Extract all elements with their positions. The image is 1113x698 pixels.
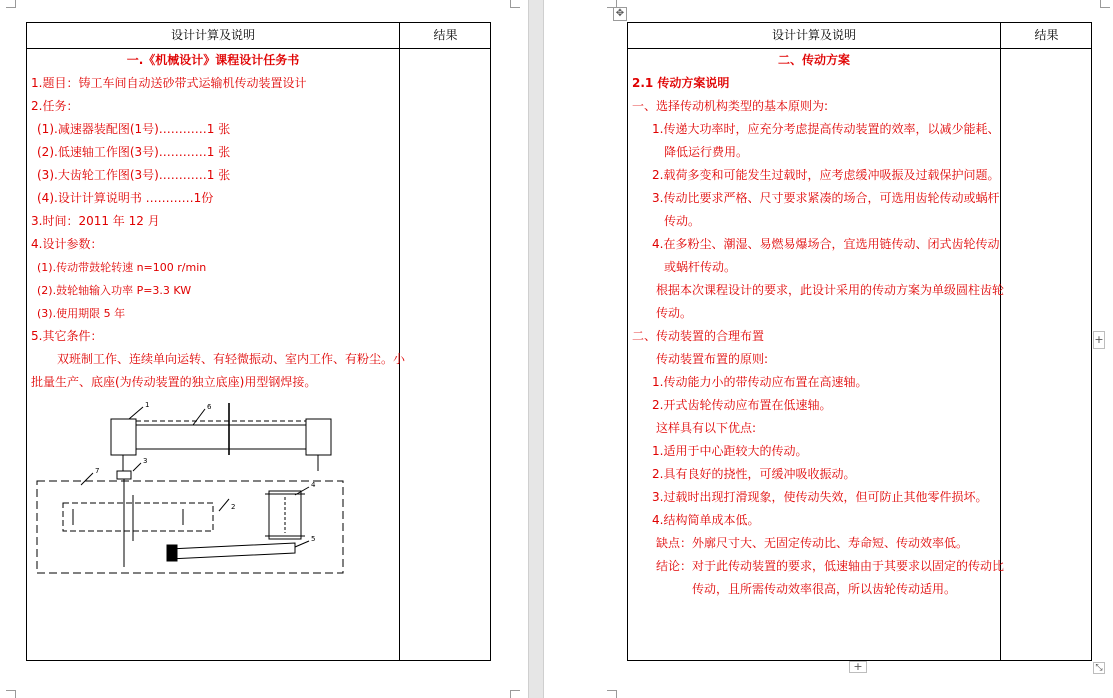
text-line: 4.设计参数： xyxy=(31,237,103,251)
header-result: 结果 xyxy=(1034,28,1059,42)
right-page-table xyxy=(627,22,1092,661)
page-gap xyxy=(528,0,544,698)
left-page-table xyxy=(26,22,491,661)
figure-label: 4 xyxy=(311,481,316,489)
margin-mark xyxy=(510,0,520,8)
header-result: 结果 xyxy=(433,28,458,42)
text-line: 3.过载时出现打滑现象，使传动失效，但可防止其他零件损坏。 xyxy=(652,490,988,504)
text-line: 1.题目：铸工车间自动送砂带式运输机传动装置设计 xyxy=(31,76,307,90)
text-line: 根据本次课程设计的要求，此设计采用的传动方案为单级圆柱齿轮 xyxy=(656,283,1005,297)
conveyor-belt xyxy=(136,425,306,449)
text-line: 这样具有以下优点: xyxy=(656,421,757,435)
base-frame xyxy=(37,481,343,573)
margin-mark xyxy=(6,690,16,698)
text-line: 3.时间：2011 年 12 月 xyxy=(31,214,160,228)
text-line: 传动，且所需传动效率很高，所以齿轮传动适用。 xyxy=(692,582,957,596)
text-line: 一、选择传动机构类型的基本原则为: xyxy=(632,99,829,113)
text-line: 降低运行费用。 xyxy=(664,145,749,159)
task-title: 一.《机械设计》课程设计任务书 xyxy=(126,53,300,67)
add-row-button[interactable]: + xyxy=(849,661,867,673)
text-line: 传动装置布置的原则: xyxy=(656,352,769,366)
header-description: 设计计算及说明 xyxy=(170,28,255,42)
text-line: 5.其它条件： xyxy=(31,329,103,343)
table-resize-handle[interactable]: ⤡ xyxy=(1093,662,1105,674)
text-line: 双班制工作、连续单向运转、有轻微振动、室内工作、有粉尘。小 xyxy=(57,352,406,366)
section-title: 二、传动方案 xyxy=(777,53,850,67)
figure-label: 3 xyxy=(143,457,148,465)
text-line: (3).大齿轮工作图(3号)…………1 张 xyxy=(37,168,231,182)
text-line: 2.开式齿轮传动应布置在低速轴。 xyxy=(652,398,832,412)
text-line: 结论：对于此传动装置的要求，低速轴由于其要求以固定的传动比 xyxy=(656,559,1005,573)
text-line: 1.传动能力小的带传动应布置在高速轴。 xyxy=(652,375,868,389)
text-line: 2.具有良好的挠性，可缓冲吸收振动。 xyxy=(652,467,856,481)
text-line: 3.传动比要求严格、尺寸要求紧凑的场合，可选用齿轮传动或蜗杆 xyxy=(652,191,1000,205)
section-subtitle: 2.1 传动方案说明 xyxy=(632,76,730,90)
column-divider xyxy=(399,23,400,660)
figure-label: 2 xyxy=(231,503,236,511)
table-move-handle[interactable]: ✥ xyxy=(613,7,627,21)
margin-mark xyxy=(6,0,16,8)
text-line: 4.结构简单成本低。 xyxy=(652,513,760,527)
drum-right-end xyxy=(306,419,331,455)
transmission-schematic xyxy=(33,399,353,589)
reducer-box xyxy=(63,503,213,531)
text-line: 传动。 xyxy=(656,306,693,320)
text-line: 2.任务： xyxy=(31,99,79,113)
text-line: (4).设计计算说明书 …………1份 xyxy=(37,191,214,205)
left-content xyxy=(27,49,406,661)
margin-mark xyxy=(1100,0,1110,8)
page-edge-left xyxy=(528,0,529,698)
coupling xyxy=(117,471,131,479)
margin-mark xyxy=(607,690,617,698)
text-line: (3).使用期限 5 年 xyxy=(37,307,126,320)
text-line: 4.在多粉尘、潮湿、易燃易爆场合，宜选用链传动、闭式齿轮传动 xyxy=(652,237,1000,251)
text-line: 1.适用于中心距较大的传动。 xyxy=(652,444,808,458)
v-belt xyxy=(169,543,295,559)
text-line: 2.载荷多变和可能发生过载时，应考虑缓冲吸振及过载保护问题。 xyxy=(652,168,1000,182)
margin-mark xyxy=(510,690,520,698)
text-line: 1.传递大功率时，应充分考虑提高传动装置的效率，以减少能耗、 xyxy=(652,122,1000,136)
header-description: 设计计算及说明 xyxy=(771,28,856,42)
text-line: 二、传动装置的合理布置 xyxy=(632,329,765,343)
figure-label: 6 xyxy=(207,403,212,411)
text-line: 缺点：外廓尺寸大、无固定传动比、寿命短、传动效率低。 xyxy=(656,536,969,550)
drum-left-end xyxy=(111,419,136,455)
text-line: (1).减速器装配图(1号)…………1 张 xyxy=(37,122,231,136)
text-line: (2).鼓轮轴输入功率 P=3.3 KW xyxy=(37,284,192,297)
page-edge-right xyxy=(543,0,544,698)
text-line: 传动。 xyxy=(664,214,701,228)
add-column-button[interactable]: + xyxy=(1093,331,1105,349)
text-line: (1).传动带鼓轮转速 n=100 r/min xyxy=(37,261,207,274)
right-content xyxy=(628,49,1005,661)
figure-label: 7 xyxy=(95,467,100,475)
figure-label: 5 xyxy=(311,535,316,543)
text-line: (2).低速轴工作图(3号)…………1 张 xyxy=(37,145,231,159)
figure-label: 1 xyxy=(145,401,150,409)
text-line: 批量生产、底座(为传动装置的独立底座)用型钢焊接。 xyxy=(31,375,317,389)
text-line: 或蜗杆传动。 xyxy=(664,260,737,274)
